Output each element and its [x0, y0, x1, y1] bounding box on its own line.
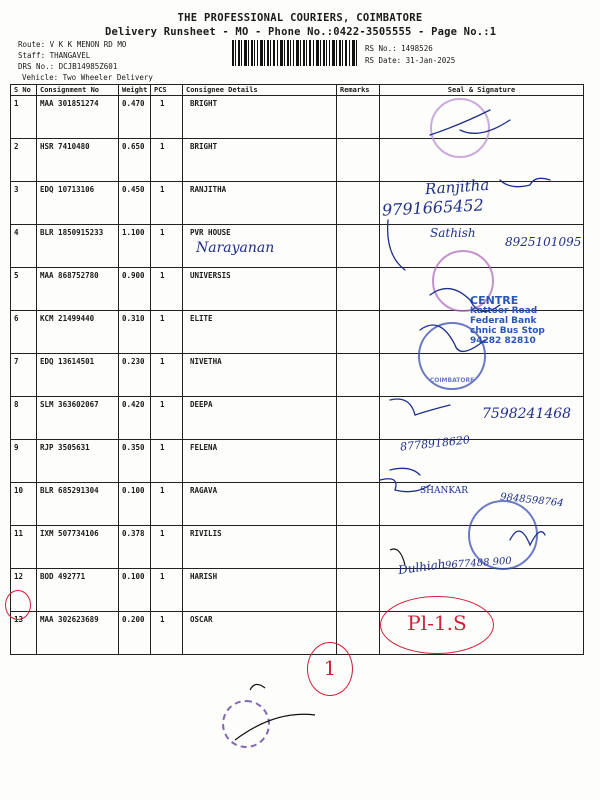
- bottom-scribble: [195, 670, 325, 760]
- header-sno: S No: [11, 85, 37, 96]
- row-pcs-text: 1: [160, 314, 165, 323]
- row-consignee-text: HARISH: [190, 572, 218, 581]
- row-sno-text: 12: [14, 572, 24, 581]
- row-consignee-text: BRIGHT: [190, 99, 218, 108]
- row-pcs: [151, 182, 183, 225]
- row-sno-text: 6: [14, 314, 19, 323]
- row-pcs: [151, 483, 183, 526]
- row-consignee: [183, 526, 337, 569]
- row-consignment-no-text: HSR 7410480: [40, 142, 90, 151]
- row-weight-text: 0.100: [122, 572, 145, 581]
- row-sno: [11, 526, 37, 569]
- row-weight: [119, 96, 151, 139]
- rs-number: RS No.: 1498526: [365, 44, 433, 53]
- row-weight: [119, 397, 151, 440]
- row-weight-text: 0.100: [122, 486, 145, 495]
- row-weight-text: 0.310: [122, 314, 145, 323]
- row-pcs-text: 1: [160, 486, 165, 495]
- row-pcs: [151, 225, 183, 268]
- row-weight-text: 0.900: [122, 271, 145, 280]
- row-weight-text: 0.230: [122, 357, 145, 366]
- row-pcs: [151, 569, 183, 612]
- red-circled-pl5: Pl-1.S: [380, 596, 494, 654]
- row-consignment-no-text: EDQ 10713106: [40, 185, 95, 194]
- row-pcs-text: 1: [160, 529, 165, 538]
- row-pcs-text: 1: [160, 572, 165, 581]
- header-seal-signature: Seal & Signature: [380, 85, 584, 96]
- header-pcs: PCS: [151, 85, 183, 96]
- row-consignee-text: UNIVERSIS: [190, 271, 231, 280]
- handwritten-dulhiah: Dulhiah: [397, 556, 447, 578]
- row-consignee: [183, 483, 337, 526]
- row-sno: [11, 483, 37, 526]
- document-title: THE PROFESSIONAL COURIERS, COIMBATORE: [177, 12, 423, 24]
- handwritten-phone-2: 8925101095: [505, 235, 582, 249]
- row-consignment-no: [37, 483, 119, 526]
- row-sno: [11, 268, 37, 311]
- row-pcs-text: 1: [160, 615, 165, 624]
- handwritten-phone-5: 9848598764: [499, 491, 565, 510]
- row-weight: [119, 311, 151, 354]
- row-weight-text: 0.470: [122, 99, 145, 108]
- row-sno: [11, 225, 37, 268]
- row-pcs: [151, 397, 183, 440]
- row-pcs: [151, 440, 183, 483]
- row-consignment-no: [37, 268, 119, 311]
- row-sno-text: 4: [14, 228, 19, 237]
- handwritten-phone-4: 8778918620: [399, 433, 471, 454]
- row-pcs-text: 1: [160, 400, 165, 409]
- row-consignee: [183, 440, 337, 483]
- staff: Staff: THANGAVEL: [18, 51, 91, 60]
- row-consignment-no-text: KCM 21499440: [40, 314, 95, 323]
- red-circled-one: 1: [307, 642, 353, 696]
- row-weight-text: 0.200: [122, 615, 145, 624]
- row-weight: [119, 483, 151, 526]
- row-pcs: [151, 311, 183, 354]
- row-pcs: [151, 354, 183, 397]
- row-consignee: [183, 569, 337, 612]
- row-weight: [119, 612, 151, 655]
- row-sno-text: 13: [14, 615, 24, 624]
- stamp-line-4: 94282 82810: [470, 336, 536, 346]
- row-weight: [119, 268, 151, 311]
- row-consignee-text: RAGAVA: [190, 486, 218, 495]
- row-consignment-no: [37, 612, 119, 655]
- row-weight: [119, 225, 151, 268]
- row-weight-text: 0.350: [122, 443, 145, 452]
- row-consignment-no-text: MAA 868752780: [40, 271, 99, 280]
- row-consignment-no: [37, 354, 119, 397]
- header-remarks: Remarks: [337, 85, 380, 96]
- row-consignment-no-text: EDQ 13614501: [40, 357, 95, 366]
- row-sno-text: 3: [14, 185, 19, 194]
- row-sno-text: 9: [14, 443, 19, 452]
- row-sno: [11, 354, 37, 397]
- handwritten-phone-6: 9677488 900: [444, 555, 513, 572]
- row-sno-text: 5: [14, 271, 19, 280]
- row-sno-text: 8: [14, 400, 19, 409]
- stamp-centre: CENTRE: [470, 294, 519, 307]
- barcode: [232, 40, 357, 66]
- row-sno: [11, 182, 37, 225]
- handwritten-narayanan: Narayanan: [196, 240, 275, 256]
- handwritten-phone-1: 9791665452: [381, 195, 485, 220]
- row-consignee: [183, 311, 337, 354]
- row-weight: [119, 354, 151, 397]
- row-weight: [119, 440, 151, 483]
- row-sno-text: 7: [14, 357, 19, 366]
- row-consignment-no: [37, 182, 119, 225]
- row-weight-text: 0.420: [122, 400, 145, 409]
- row-pcs: [151, 612, 183, 655]
- row-consignee: [183, 182, 337, 225]
- row-consignment-no: [37, 311, 119, 354]
- row-sno-text: 1: [14, 99, 19, 108]
- signature-scribbles: [360, 95, 590, 635]
- handwritten-shankar: SHANKAR: [420, 486, 469, 496]
- row-consignee: [183, 96, 337, 139]
- row-consignee: [183, 354, 337, 397]
- row-consignee-text: OSCAR: [190, 615, 213, 624]
- row-consignment-no: [37, 440, 119, 483]
- row-pcs: [151, 268, 183, 311]
- row-sno-text: 11: [14, 529, 24, 538]
- row-consignment-no-text: SLM 363602067: [40, 400, 99, 409]
- row-consignee-text: FELENA: [190, 443, 218, 452]
- row-pcs-text: 1: [160, 443, 165, 452]
- row-weight-text: 0.450: [122, 185, 145, 194]
- row-consignee-text: PVR HOUSE: [190, 228, 231, 237]
- stamp-line-1: Kattoor Road: [470, 306, 538, 316]
- handwritten-phone-3: 7598241468: [482, 406, 572, 422]
- row-consignment-no-text: BLR 685291304: [40, 486, 99, 495]
- row-sno-text: 10: [14, 486, 24, 495]
- row-weight: [119, 526, 151, 569]
- vehicle: Vehicle: Two Wheeler Delivery: [22, 73, 153, 82]
- header-weight: Weight: [119, 85, 151, 96]
- row-consignee-text: BRIGHT: [190, 142, 218, 151]
- row-consignment-no-text: MAA 301851274: [40, 99, 99, 108]
- red-circle-row-13: [5, 590, 31, 620]
- row-consignee-text: ELITE: [190, 314, 213, 323]
- row-pcs-text: 1: [160, 228, 165, 237]
- row-pcs-text: 1: [160, 99, 165, 108]
- drs-number: DRS No.: DCJB14985Z601: [18, 62, 118, 71]
- row-consignee: [183, 612, 337, 655]
- row-sno-text: 2: [14, 142, 19, 151]
- rs-date: RS Date: 31-Jan-2025: [365, 56, 456, 65]
- row-consignee: [183, 268, 337, 311]
- row-consignment-no: [37, 139, 119, 182]
- row-pcs-text: 1: [160, 185, 165, 194]
- row-consignment-no-text: MAA 302623689: [40, 615, 99, 624]
- row-consignment-no: [37, 569, 119, 612]
- row-pcs-text: 1: [160, 271, 165, 280]
- stamp-line-2: Federal Bank: [470, 316, 537, 326]
- row-consignee: [183, 139, 337, 182]
- row-consignee-text: NIVETHA: [190, 357, 222, 366]
- row-weight: [119, 182, 151, 225]
- header-consignment: Consignment No: [37, 85, 119, 96]
- route: Route: V K K MENON RD MO: [18, 40, 127, 49]
- row-weight: [119, 569, 151, 612]
- header-consignee: Consignee Details: [183, 85, 337, 96]
- row-sno: [11, 96, 37, 139]
- row-pcs: [151, 526, 183, 569]
- handwritten-ranjitha: Ranjitha: [424, 175, 490, 199]
- row-consignment-no: [37, 96, 119, 139]
- row-consignee: [183, 397, 337, 440]
- row-consignment-no-text: RJP 3505631: [40, 443, 90, 452]
- row-sno: [11, 139, 37, 182]
- row-consignee-text: RANJITHA: [190, 185, 227, 194]
- row-consignment-no-text: IXM 507734106: [40, 529, 99, 538]
- row-consignment-no: [37, 397, 119, 440]
- row-consignee-text: RIVILIS: [190, 529, 222, 538]
- row-sno: [11, 311, 37, 354]
- row-pcs: [151, 96, 183, 139]
- row-consignment-no: [37, 526, 119, 569]
- row-pcs-text: 1: [160, 357, 165, 366]
- row-consignee-text: DEEPA: [190, 400, 213, 409]
- stamp-coimbatore-text: COIMBATORE: [429, 377, 475, 384]
- table-header-row: [11, 85, 584, 96]
- row-consignment-no-text: BOD 492771: [40, 572, 86, 581]
- row-pcs: [151, 139, 183, 182]
- row-weight-text: 1.100: [122, 228, 145, 237]
- row-pcs-text: 1: [160, 142, 165, 151]
- row-sno: [11, 397, 37, 440]
- row-consignment-no: [37, 225, 119, 268]
- row-weight: [119, 139, 151, 182]
- row-weight-text: 0.378: [122, 529, 145, 538]
- handwritten-sathish: Sathish: [430, 226, 476, 240]
- document-subtitle: Delivery Runsheet - MO - Phone No.:0422-3505555 - Page No.:1: [105, 26, 497, 38]
- stamp-line-3: chnic Bus Stop: [470, 326, 545, 336]
- row-weight-text: 0.650: [122, 142, 145, 151]
- row-consignment-no-text: BLR 1850915233: [40, 228, 104, 237]
- row-sno: [11, 440, 37, 483]
